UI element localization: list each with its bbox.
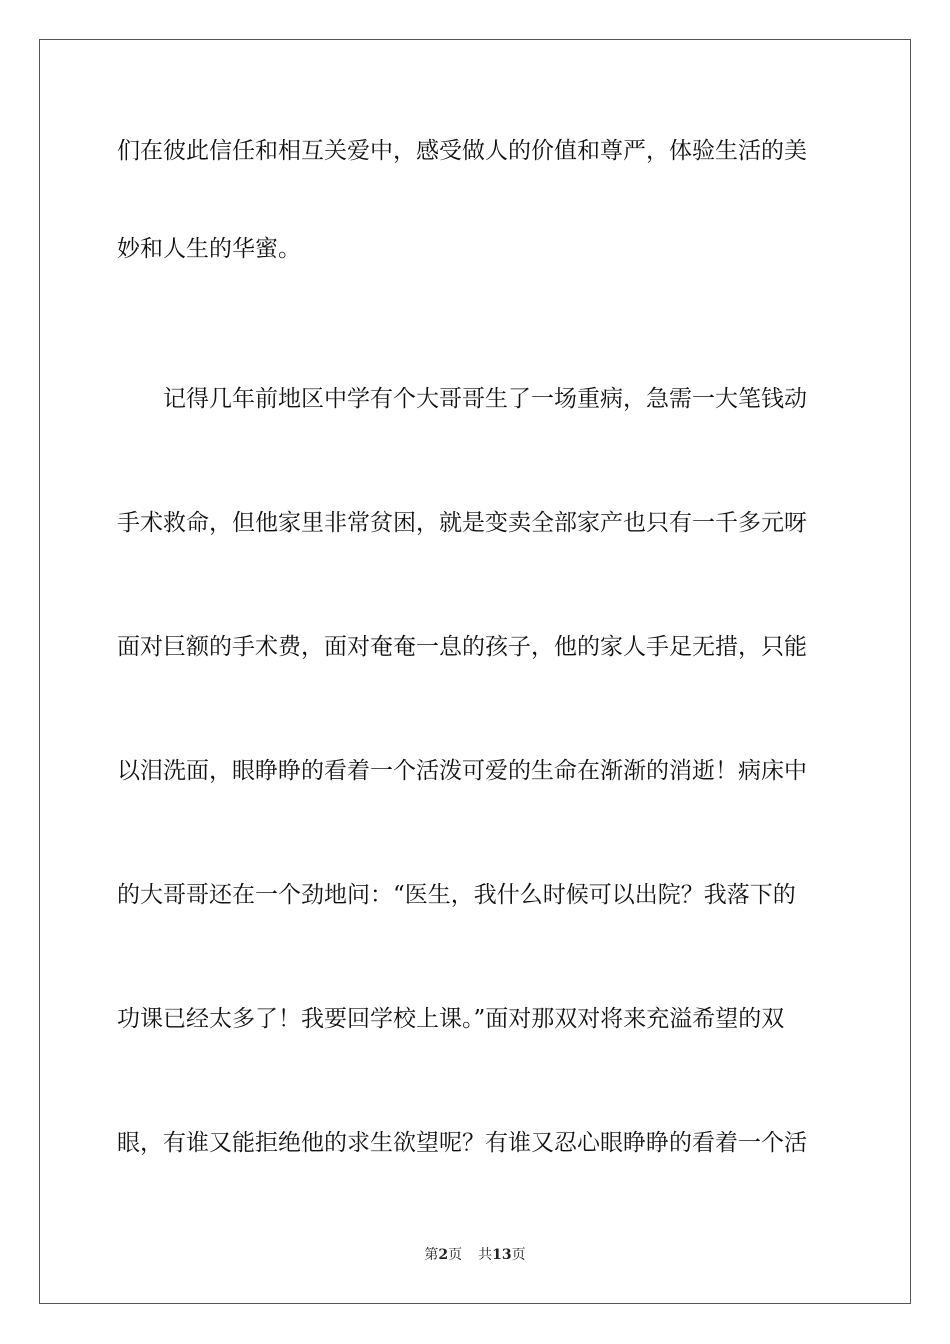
page-footer <box>0 1246 950 1264</box>
body-text-line-1: 们在彼此信任和相互关爱中，感受做人的价值和尊严，体验生活的美 <box>117 138 807 164</box>
footer-page-suffix: 页 <box>448 1247 463 1263</box>
footer-page-number: 2 <box>438 1247 449 1263</box>
footer-total-pages: 13 <box>492 1247 512 1263</box>
body-text-line-4: 手术救命，但他家里非常贫困，就是变卖全部家产也只有一千多元呀 <box>117 510 807 536</box>
body-text-line-5: 面对巨额的手术费，面对奄奄一息的孩子，他的家人手足无措，只能 <box>117 634 807 660</box>
body-text-line-8: 功课已经太多了！我要回学校上课。”面对那双对将来充溢希望的双 <box>117 1006 785 1032</box>
footer-total-prefix: 共 <box>478 1247 493 1263</box>
page-border <box>39 39 911 1304</box>
body-text-line-2: 妙和人生的华蜜。 <box>117 236 301 262</box>
body-text-line-7: 的大哥哥还在一个劲地问：“医生，我什么时候可以出院？我落下的 <box>117 882 796 908</box>
body-text-line-3: 记得几年前地区中学有个大哥哥生了一场重病，急需一大笔钱动 <box>117 386 807 412</box>
footer-page-prefix: 第 <box>424 1247 439 1263</box>
footer-total-suffix: 页 <box>511 1247 526 1263</box>
body-text-line-6: 以泪洗面，眼睁睁的看着一个活泼可爱的生命在渐渐的消逝！病床中 <box>117 758 807 784</box>
body-text-line-9: 眼，有谁又能拒绝他的求生欲望呢？有谁又忍心眼睁睁的看着一个活 <box>117 1130 807 1156</box>
